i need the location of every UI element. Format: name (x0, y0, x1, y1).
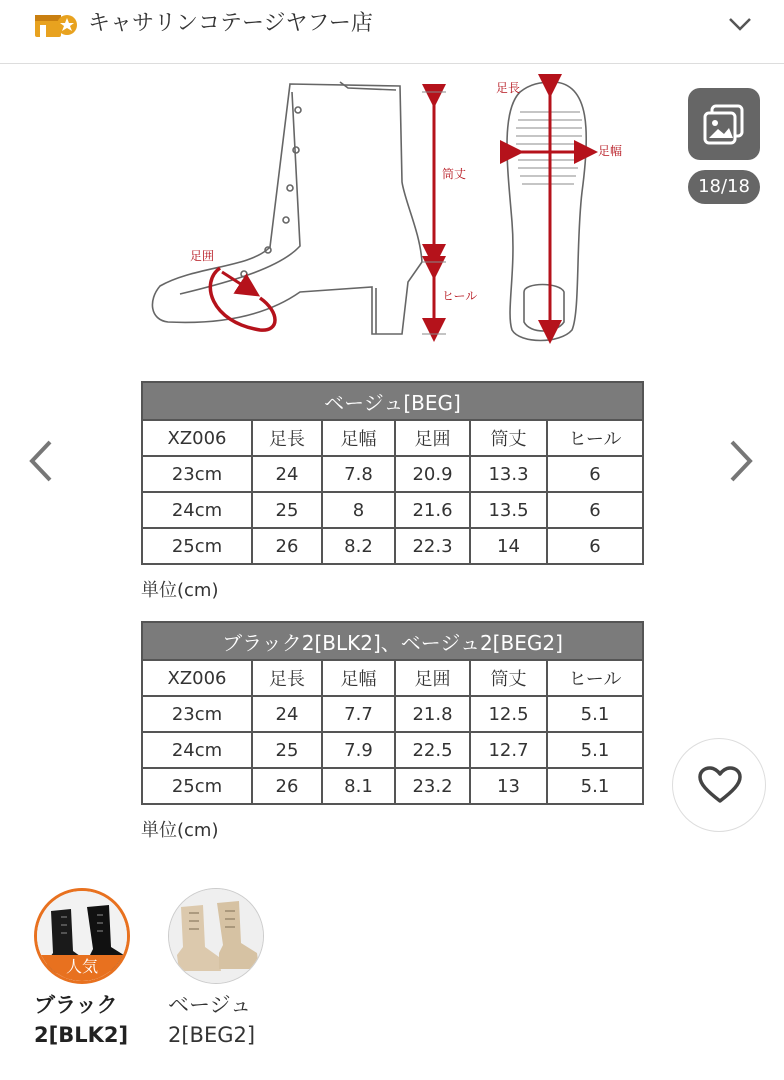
favorite-button[interactable] (672, 738, 766, 832)
store-name[interactable]: キャサリンコテージヤフー店 (88, 11, 373, 36)
table-cell: 14 (470, 528, 547, 564)
table-header: ヒール (547, 660, 643, 696)
table-cell: 21.6 (395, 492, 470, 528)
variant-label-line2: 2[BLK2] (34, 1023, 129, 1047)
table-caption: ブラック2[BLK2]、ベージュ2[BEG2] (142, 622, 643, 660)
chevron-right-icon[interactable] (720, 436, 760, 486)
table-cell: 7.8 (322, 456, 395, 492)
variant-label-line1: ブラック (34, 993, 118, 1017)
heart-icon (697, 765, 743, 805)
table-cell: 24 (252, 696, 322, 732)
table-cell: 12.7 (470, 732, 547, 768)
label-shaft-height: 筒丈 (442, 167, 467, 181)
table-cell: 7.7 (322, 696, 395, 732)
table-header-row (142, 660, 643, 696)
variant-label (34, 990, 134, 1050)
table-header: 足長 (252, 660, 322, 696)
table-cell: 5.1 (547, 732, 643, 768)
variant-label-line2: 2[BEG2] (168, 1023, 256, 1047)
variant-thumbnail[interactable] (34, 888, 130, 984)
table-cell: 23cm (142, 456, 252, 492)
table-cell: 23.2 (395, 768, 470, 804)
size-table-beige (141, 381, 644, 565)
table-cell: 8 (322, 492, 395, 528)
table-cell: 22.5 (395, 732, 470, 768)
table-header: XZ006 (142, 660, 252, 696)
label-girth: 足囲 (190, 249, 215, 263)
variant-label-line1: ベージュ (168, 993, 252, 1017)
table-cell: 6 (547, 456, 643, 492)
table-cell: 8.1 (322, 768, 395, 804)
table-cell: 26 (252, 528, 322, 564)
table-cell: 25 (252, 492, 322, 528)
chevron-down-icon[interactable] (726, 12, 754, 36)
table-header: 筒丈 (470, 420, 547, 456)
popular-badge: 人気 (37, 955, 127, 981)
table-cell: 6 (547, 528, 643, 564)
sole-arrows (512, 86, 586, 332)
table-cell: 21.8 (395, 696, 470, 732)
table-cell: 7.9 (322, 732, 395, 768)
label-foot-width: 足幅 (598, 144, 623, 158)
table-cell: 13 (470, 768, 547, 804)
variant-thumbnail[interactable] (168, 888, 264, 984)
variant-label (168, 990, 268, 1050)
boot-side-view (152, 82, 422, 334)
table-cell: 25cm (142, 528, 252, 564)
table-header: XZ006 (142, 420, 252, 456)
table-row (142, 696, 643, 732)
table-header-row (142, 420, 643, 456)
table-cell: 12.5 (470, 696, 547, 732)
table-header: 足囲 (395, 420, 470, 456)
table-cell: 6 (547, 492, 643, 528)
unit-note: 単位(cm) (141, 580, 219, 601)
store-header[interactable] (0, 0, 784, 64)
table-cell: 25cm (142, 768, 252, 804)
table-row (142, 456, 643, 492)
table-header: 筒丈 (470, 660, 547, 696)
chevron-left-icon[interactable] (22, 436, 62, 486)
table-row (142, 768, 643, 804)
size-table-black2-beige2 (141, 621, 644, 805)
table-header: 足幅 (322, 420, 395, 456)
table-cell: 13.3 (470, 456, 547, 492)
unit-note: 単位(cm) (141, 820, 219, 841)
table-caption: ベージュ[BEG] (142, 382, 643, 420)
table-cell: 24cm (142, 492, 252, 528)
table-header: ヒール (547, 420, 643, 456)
label-foot-length: 足長 (496, 81, 521, 95)
table-row (142, 492, 643, 528)
table-cell: 8.2 (322, 528, 395, 564)
table-cell: 5.1 (547, 696, 643, 732)
table-cell: 13.5 (470, 492, 547, 528)
table-cell: 20.9 (395, 456, 470, 492)
image-counter: 18/18 (688, 170, 760, 204)
image-gallery-button[interactable] (688, 88, 760, 160)
table-cell: 26 (252, 768, 322, 804)
beige-boot-image (169, 889, 264, 984)
image-gallery-icon (702, 102, 746, 146)
table-header: 足長 (252, 420, 322, 456)
table-cell: 24 (252, 456, 322, 492)
boot-measurement-diagram (140, 72, 640, 352)
table-cell: 24cm (142, 732, 252, 768)
table-cell: 25 (252, 732, 322, 768)
table-cell: 5.1 (547, 768, 643, 804)
store-icon (34, 11, 78, 39)
variant-black2[interactable] (34, 888, 134, 1050)
variant-beige2[interactable] (168, 888, 268, 1050)
sole-view (507, 82, 586, 341)
table-row (142, 528, 643, 564)
table-cell: 22.3 (395, 528, 470, 564)
table-header: 足囲 (395, 660, 470, 696)
label-heel: ヒール (442, 289, 478, 303)
table-row (142, 732, 643, 768)
table-header: 足幅 (322, 660, 395, 696)
table-cell: 23cm (142, 696, 252, 732)
